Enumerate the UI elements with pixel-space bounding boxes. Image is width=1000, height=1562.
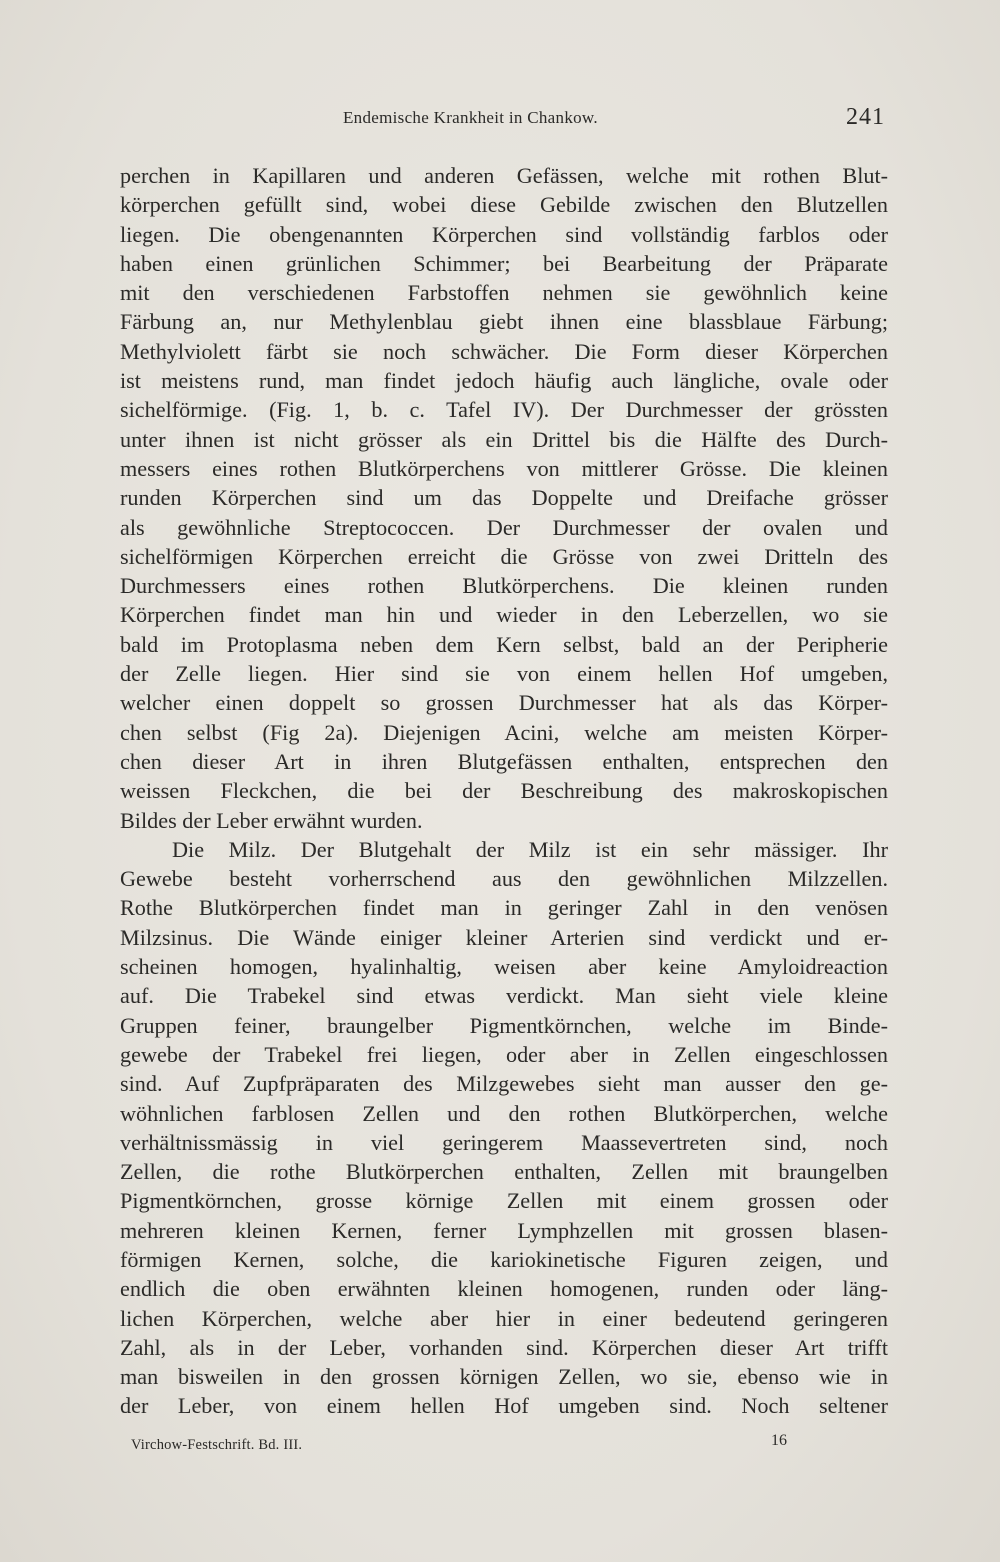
running-title: Endemische Krankheit in Chankow. <box>343 108 598 127</box>
text-line: chen dieser Art in ihren Blutgefässen enthalten, entsprechen den <box>120 748 888 774</box>
text-line: Gruppen feiner, braungelber Pigmentkörnchen, welche im Binde- <box>120 1012 888 1038</box>
text-line: Zahl, als in der Leber, vorhanden sind. Körperchen dieser Art trifft <box>120 1334 888 1360</box>
text-line: ist meistens rund, man findet jedoch häufig auch längliche, ovale oder <box>120 368 888 394</box>
text-line: Pigmentkörnchen, grosse körnige Zellen mit einem grossen oder <box>120 1188 888 1214</box>
text-line: unter ihnen ist nicht grösser als ein Drittel bis die Hälfte des Durch- <box>120 426 888 452</box>
text-line: perchen in Kapillaren und anderen Gefässen, welche mit rothen Blut- <box>120 163 888 188</box>
text-line: Milzsinus. Die Wände einiger kleiner Arterien sind verdickt und er- <box>120 924 888 950</box>
text-line: sind. Auf Zupfpräparaten des Milzgewebes sieht man ausser den ge- <box>120 1071 888 1097</box>
text-line: welcher einen doppelt so grossen Durchmesser hat als das Körper- <box>120 690 888 716</box>
footer-sheet-number: 16 <box>771 1432 787 1449</box>
text-line: Gewebe besteht vorherrschend aus den gewöhnlichen Milzzellen. <box>120 866 888 892</box>
text-line: endlich die oben erwähnten kleinen homogenen, runden oder läng- <box>120 1276 888 1302</box>
text-line: verhältnissmässig in viel geringerem Maassevertreten sind, noch <box>120 1129 888 1155</box>
text-line: der Zelle liegen. Hier sind sie von einem hellen Hof umgeben, <box>120 661 888 687</box>
text-line: weissen Fleckchen, die bei der Beschreibung des makroskopischen <box>120 778 888 804</box>
text-line: der Leber, von einem hellen Hof umgeben sind. Noch seltener <box>120 1393 888 1419</box>
text-line: messers eines rothen Blutkörperchens von mittlerer Grösse. Die kleinen <box>120 455 888 481</box>
text-line: sichelförmige. (Fig. 1, b. c. Tafel IV). Der Durchmesser der grössten <box>120 397 888 423</box>
text-line: Bildes der Leber erwähnt wurden. <box>120 807 423 833</box>
text-line: mit den verschiedenen Farbstoffen nehmen sie gewöhnlich keine <box>120 280 888 306</box>
text-line: mehreren kleinen Kernen, ferner Lymphzellen mit grossen blasen- <box>120 1217 888 1243</box>
text-line: scheinen homogen, hyalinhaltig, weisen aber keine Amyloidreaction <box>120 954 888 980</box>
text-line: man bisweilen in den grossen körnigen Zellen, wo sie, ebenso wie in <box>120 1364 888 1390</box>
text-line: wöhnlichen farblosen Zellen und den rothen Blutkörperchen, welche <box>120 1100 888 1126</box>
text-line: sichelförmigen Körperchen erreicht die Grösse von zwei Dritteln des <box>120 543 888 569</box>
text-line: Färbung an, nur Methylenblau giebt ihnen eine blassblaue Färbung; <box>120 309 888 335</box>
text-line: Körperchen findet man hin und wieder in den Leberzellen, wo sie <box>120 602 888 628</box>
footer-signature: Virchow-Festschrift. Bd. III. <box>131 1437 303 1453</box>
text-line: Durchmessers eines rothen Blutkörperchens. Die kleinen runden <box>120 573 888 599</box>
text-line: liegen. Die obengenannten Körperchen sind vollständig farblos oder <box>120 221 888 247</box>
body-text <box>120 161 888 1421</box>
text-line: lichen Körperchen, welche aber hier in einer bedeutend geringeren <box>120 1305 888 1331</box>
text-line: auf. Die Trabekel sind etwas verdickt. Man sieht viele kleine <box>120 983 888 1009</box>
text-line: körperchen gefüllt sind, wobei diese Gebilde zwischen den Blutzellen <box>120 192 888 218</box>
text-line: bald im Protoplasma neben dem Kern selbst, bald an der Peripherie <box>120 631 888 657</box>
section-heading-line: Die Milz. Der Blutgehalt der Milz ist ein sehr mässiger. Ihr <box>172 836 888 862</box>
text-line: gewebe der Trabekel frei liegen, oder aber in Zellen eingeschlossen <box>120 1041 888 1067</box>
text-line: förmigen Kernen, solche, die kariokinetische Figuren zeigen, und <box>120 1246 888 1272</box>
page-number: 241 <box>846 104 885 130</box>
text-line: Zellen, die rothe Blutkörperchen enthalten, Zellen mit braungelben <box>120 1159 888 1185</box>
text-line: Rothe Blutkörperchen findet man in geringer Zahl in den venösen <box>120 895 888 921</box>
text-line: Methylviolett färbt sie noch schwächer. Die Form dieser Körperchen <box>120 338 888 364</box>
text-line: haben einen grünlichen Schimmer; bei Bearbeitung der Präparate <box>120 250 888 276</box>
text-line: runden Körperchen sind um das Doppelte und Dreifache grösser <box>120 485 888 511</box>
text-line: als gewöhnliche Streptococcen. Der Durchmesser der ovalen und <box>120 514 888 540</box>
text-line: chen selbst (Fig 2a). Diejenigen Acini, welche am meisten Körper- <box>120 719 888 745</box>
